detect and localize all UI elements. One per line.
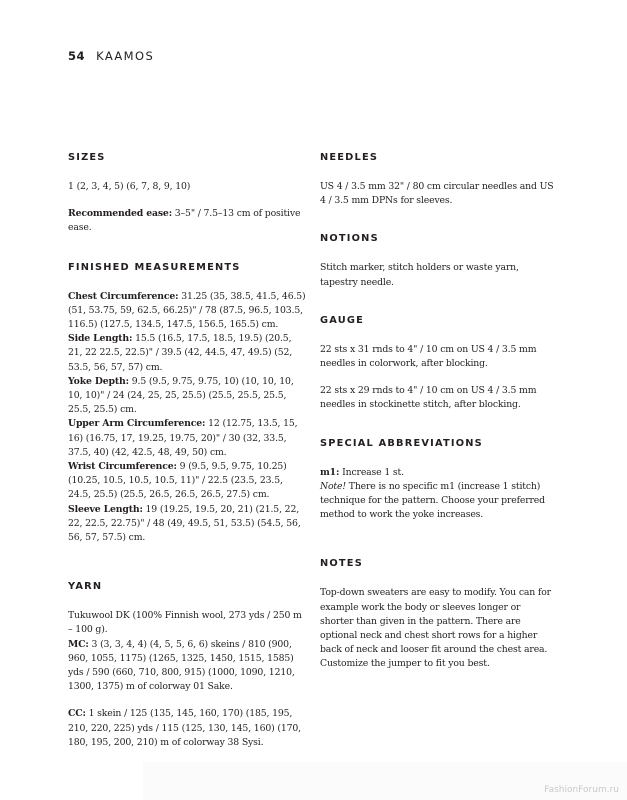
yarn-section — [68, 581, 306, 750]
note-text: There is no specific m1 (increase 1 stitch) technique for the pattern. Choose your preferred method to work the yoke increases. — [320, 480, 545, 521]
wrist-circumference — [68, 460, 306, 503]
yoke-depth — [68, 375, 306, 418]
left-column — [68, 152, 306, 750]
yoke-label: Yoke Depth: — [68, 375, 129, 387]
m1-label: m1: — [320, 466, 340, 478]
notes-heading: NOTES — [320, 558, 363, 570]
gauge-section — [320, 315, 554, 413]
page-number: 54 — [68, 49, 86, 63]
recommended-ease — [68, 207, 306, 235]
page-header — [68, 49, 154, 63]
abbreviation-m1 — [320, 466, 554, 480]
notions-heading: NOTIONS — [320, 233, 379, 245]
mc-text: 3 (3, 3, 4, 4) (4, 5, 5, 6, 6) skeins / 810 (900, 960, 1055, 1175) (1265, 1325, 1450, 1515, 1585) yds / 590 (660, 710, 800, 915) (1000, 1090, 1210, 1300, 1375) m of colorway 01 Sake. — [68, 638, 295, 693]
upper-arm-text: 12 (12.75, 13.5, 15, 16) (16.75, 17, 19.25, 19.75, 20)" / 30 (32, 33.5, 37.5, 40) (42, 42.5, 48, 49, 50) cm. — [68, 418, 298, 458]
abbreviation-note — [320, 480, 554, 523]
notes-text: Top-down sweaters are easy to modify. You can for example work the body or sleeves longer or shorter than given in the pattern. There are optional neck and chest short rows for a higher back of neck and looser fit around the chest area. Customize the jumper to fit you best. — [320, 587, 551, 670]
notions-text: Stitch marker, stitch holders or waste yarn, tapestry needle. — [320, 262, 519, 288]
chest-text: 31.25 (35, 38.5, 41.5, 46.5) (51, 53.75, 59, 62.5, 66.25)" / 78 (87.5, 96.5, 103.5, 116.5) (127.5, 134.5, 147.5, 156.5, 165.5) cm. — [68, 290, 306, 331]
sizes-section — [68, 152, 306, 236]
book-title: KAAMOS — [96, 49, 155, 63]
sleeve-text: 19 (19.25, 19.5, 20, 21) (21.5, 22, 22, 22.5, 22.75)" / 48 (49, 49.5, 51, 53.5) (54.5, 56, 56, 57, 57.5) cm. — [68, 503, 301, 544]
m1-text: Increase 1 st. — [339, 466, 404, 478]
wrist-label: Wrist Circumference: — [68, 461, 177, 473]
ease-text: 3–5" / 7.5–13 cm of positive ease. — [68, 208, 301, 234]
yarn-mc — [68, 638, 306, 695]
right-column — [320, 152, 554, 672]
upper-arm-label: Upper Arm Circumference: — [68, 418, 206, 430]
mc-label: MC: — [68, 638, 89, 650]
yarn-cc — [68, 707, 306, 750]
side-label: Side Length: — [68, 333, 133, 345]
gauge-stockinette: 22 sts x 29 rnds to 4" / 10 cm on US 4 / 3.5 mm needles in stockinette stitch, after blocking. — [320, 385, 537, 411]
wrist-text: 9 (9.5, 9.5, 9.75, 10.25) (10.25, 10.5, 10.5, 10.5, 11)" / 22.5 (23.5, 23.5, 24.5, 25.5) (25.5, 26.5, 26.5, 26.5, 27.5) cm. — [68, 461, 287, 501]
yarn-intro: Tukuwool DK (100% Finnish wool, 273 yds / 250 m – 100 g). — [68, 610, 302, 636]
gauge-colorwork: 22 sts x 31 rnds to 4" / 10 cm on US 4 / 3.5 mm needles in colorwork, after blocking. — [320, 343, 537, 370]
watermark: FashionForum.ru — [544, 785, 619, 795]
cc-text: 1 skein / 125 (135, 145, 160, 170) (185, 195, 210, 220, 225) yds / 115 (125, 130, 145, 160) (170, 180, 195, 200, 210) m of colorway 38 Sysi. — [68, 708, 301, 748]
side-text: 15.5 (16.5, 17.5, 18.5, 19.5) (20.5, 21, 22 22.5, 22.5)" / 39.5 (42, 44.5, 47, 49.5) (52, 53.5, 56, 57, 57) cm. — [68, 333, 293, 373]
sleeve-length — [68, 503, 306, 546]
needles-heading: NEEDLES — [320, 152, 379, 163]
note-label: Note! — [320, 480, 346, 492]
chest-circumference — [68, 290, 306, 333]
sizes-heading: SIZES — [68, 152, 106, 163]
finished-measurements-section — [68, 262, 306, 546]
upper-arm-circumference — [68, 417, 306, 460]
chest-label: Chest Circumference: — [68, 290, 179, 302]
yoke-text: 9.5 (9.5, 9.75, 9.75, 10) (10, 10, 10, 10, 10)" / 24 (24, 25, 25, 25.5) (25.5, 25.5, 25.5, 25.5, 25.5) cm. — [68, 375, 294, 416]
ease-label: Recommended ease: — [68, 208, 172, 220]
special-abbreviations-section — [320, 438, 554, 523]
needles-section — [320, 152, 554, 208]
notions-section — [320, 233, 554, 289]
gauge-heading: GAUGE — [320, 314, 365, 326]
cc-label: CC: — [68, 708, 86, 720]
needles-text: US 4 / 3.5 mm 32" / 80 cm circular needles and US 4 / 3.5 mm DPNs for sleeves. — [320, 181, 554, 207]
special-abbreviations-heading: SPECIAL ABBREVIATIONS — [320, 437, 483, 449]
side-length — [68, 332, 306, 375]
finished-measurements-heading: FINISHED MEASUREMENTS — [68, 261, 241, 273]
sizes-list: 1 (2, 3, 4, 5) (6, 7, 8, 9, 10) — [68, 181, 191, 192]
yarn-heading: YARN — [68, 581, 103, 593]
notes-section — [320, 558, 554, 671]
sleeve-label: Sleeve Length: — [68, 503, 143, 515]
